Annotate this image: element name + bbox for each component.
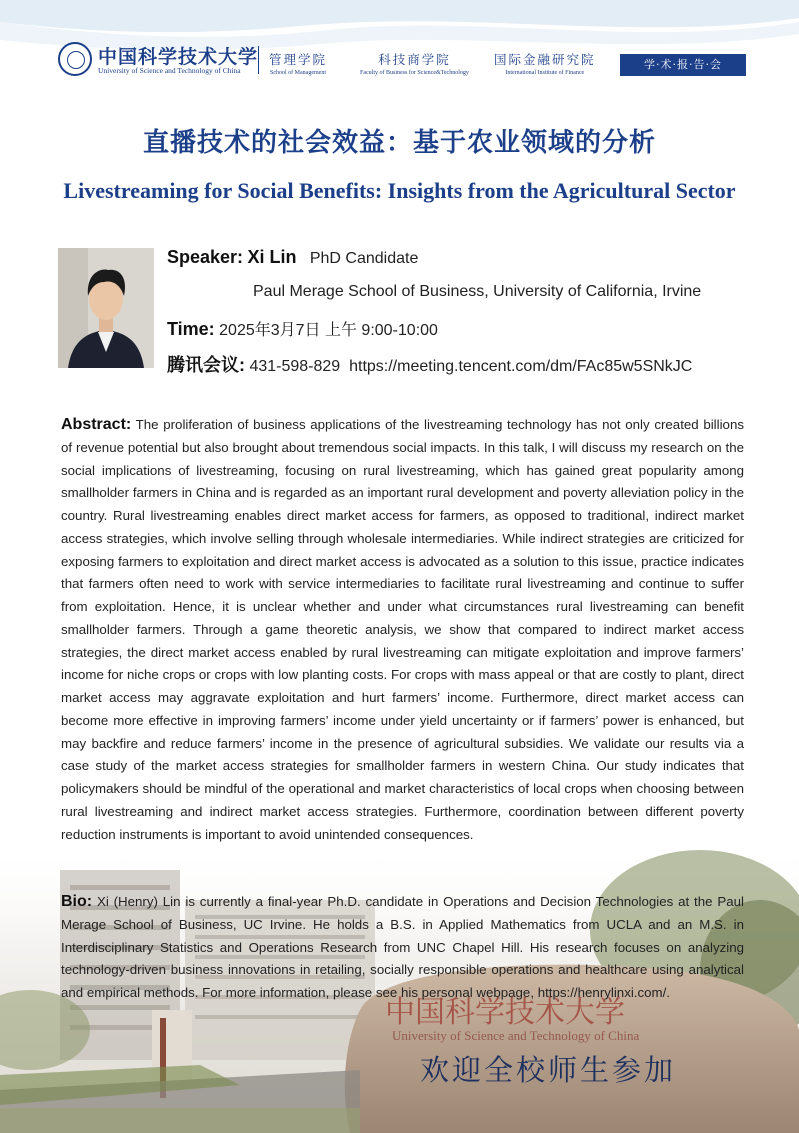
speaker-label: Speaker: — [167, 247, 244, 267]
stone-inscription-en: University of Science and Technology of China — [392, 1028, 640, 1043]
meeting-label: 腾讯会议: — [167, 355, 245, 375]
abstract-text: The proliferation of business applications of the livestreaming technology has not only created billions of revenue potential but also brought about tremendous social impacts. In this talk, I will discuss my research on the social implications of livestreaming, focusing on rural livestreaming, which has gained great popularity among smallholder farmers in China and is regarded as an important rural development and poverty alleviation policy in the country. Rural livestreaming enables direct market access for farmers, as opposed to traditional, indirect market access strategies, which involve selling through wholesale intermediaries. While indirect strategies are criticized for exposing farmers to exploitation and direct market access is advocated as a solution to this issue, practice indicates that farmers often need to work with service intermediaries to facilitate rural livestreaming and continue to suffer from exploitation. Hence, it is unclear whether and under what circumstances rural livestreaming can benefit smallholder farmers. Through a game theoretic analysis, we show that compared to indirect market access strategies, the direct market access enabled by rural livestreaming can mitigate exploitation and improve farmers’ income for niche crops or crops with low planting costs. For crops with mass appeal or that are costly to plant, direct market access may aggravate exploitation and hurt farmers’ income. Furthermore, direct market access can become more effective in improving farmers’ income under yield uncertainty or if farmers’ power is enhanced, but may backfire and reduce farmers’ income in the presence of agricultural subsidies. We validate our results via a case study of the market access strategies for smallholder farmers in western China. Our study indicates that policymakers should be mindful of the operational and market characteristics of local crops when choosing between rural livestreaming and indirect market access strategies. Furthermore, coordination between different poverty reduction instruments is important to avoid unintended consequences. — [61, 417, 744, 842]
speaker-line — [167, 247, 418, 268]
university-name-cn: 中国科学技术大学 — [98, 46, 259, 68]
bio-label: Bio: — [61, 893, 93, 910]
dept-international-finance: 国际金融研究院 International Institute of Finance — [494, 52, 596, 76]
time-value: 2025年3月7日 上午 9:00-10:00 — [219, 322, 438, 339]
meeting-line — [167, 351, 692, 377]
dept-school-of-management: 管理学院 School of Management — [269, 52, 328, 76]
title-chinese: 直播技术的社会效益：基于农业领域的分析 — [142, 128, 656, 158]
bio-paragraph — [61, 891, 744, 1005]
meeting-id: 431-598-829 — [249, 358, 341, 375]
dept-business-science-technology: 科技商学院 Faculty of Business for Science&Technology — [360, 52, 469, 76]
abstract-paragraph — [61, 414, 744, 846]
university-logo-icon — [58, 42, 92, 76]
header-divider — [258, 46, 259, 74]
speaker-affiliation: Paul Merage School of Business, University of California, Irvine — [253, 283, 702, 300]
time-line — [167, 317, 438, 340]
stone-inscription: 中国科学技术大学 — [385, 995, 625, 1030]
abstract-label: Abstract: — [61, 416, 132, 433]
lecture-badge: 学·术·报·告·会 — [620, 54, 746, 76]
bio-text: Xi (Henry) Lin is currently a final-year Ph.D. candidate in Operations and Decision Technologies at the Paul Merage School of Business, UC Irvine. He holds a B.S. in Applied Mathematics from UCLA and an M.S. in Interdisciplinary Statistics and Operations Research from UNC Chapel Hill. His research focuses on analyzing technology-driven business innovations in retailing, socially responsible operations and healthcare using analytical and empirical methods. For more information, please see his personal webpage, https://henrylinxi.com/. — [61, 894, 744, 1000]
university-name-en: University of Science and Technology of China — [98, 66, 241, 75]
meeting-link[interactable]: https://meeting.tencent.com/dm/FAc85w5SNkJC — [349, 358, 693, 375]
speaker-name: Xi Lin — [247, 247, 297, 267]
speaker-position: PhD Candidate — [309, 250, 419, 267]
header — [58, 40, 758, 80]
time-label: Time: — [167, 319, 215, 339]
speaker-photo — [58, 248, 154, 368]
title-english: Livestreaming for Social Benefits: Insights from the Agricultural Sector — [63, 178, 736, 203]
welcome-text: 欢迎全校师生参加 — [420, 1053, 677, 1087]
